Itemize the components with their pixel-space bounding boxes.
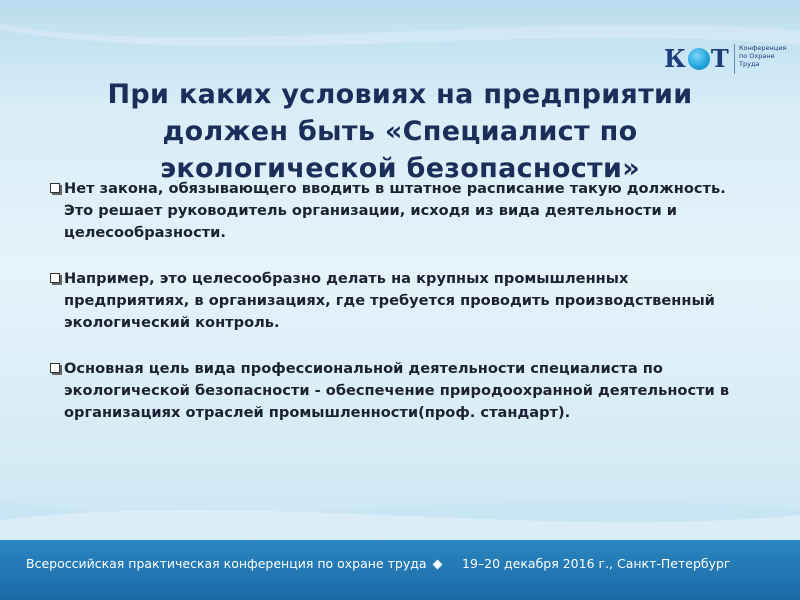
- bottom-wave-decoration: [0, 480, 800, 540]
- footer-date-location: 19–20 декабря 2016 г., Санкт-Петербург: [462, 556, 731, 571]
- checkbox-bullet-icon: [50, 363, 60, 373]
- checkbox-bullet-icon: [50, 273, 60, 283]
- slide-title: При каких условиях на предприятии должен быть «Специалист по экологической безопасности»: [107, 79, 693, 184]
- footer-conference-name: Всероссийская практическая конференция по охране труда: [26, 556, 427, 571]
- bullet-text: Основная цель вида профессиональной деятельности специалиста по экологической безопасности - обеспечение природоохранной деятельности в организациях отраслей промышленности(проф. стандарт).: [64, 360, 730, 421]
- logo-wordmark: [664, 44, 730, 73]
- checkbox-bullet-icon: [50, 183, 60, 193]
- footer-bar: [0, 540, 800, 600]
- diamond-separator-icon: [433, 560, 443, 570]
- bullet-text: Например, это целесообразно делать на крупных промышленных предприятиях, в организациях, где требуется проводить производственный экологический контроль.: [64, 270, 715, 331]
- logo-caption-line3: Труда: [739, 60, 760, 68]
- logo-caption-line1: Конференция: [739, 44, 787, 52]
- bullet-text: Нет закона, обязывающего вводить в штатное расписание такую должность. Это решает руководитель организации, исходя из вида деятельности и целесообразности.: [64, 180, 726, 241]
- logo-caption: [739, 44, 786, 68]
- bullet-list: [48, 178, 748, 448]
- bullet-item: [48, 358, 748, 424]
- logo-globe-icon: [688, 48, 710, 70]
- logo-letter-t: Т: [710, 44, 730, 73]
- logo-letter-k: К: [664, 44, 687, 73]
- logo-caption-line2: по Охране: [739, 52, 775, 60]
- conference-logo: [664, 42, 787, 78]
- bullet-item: [48, 178, 748, 244]
- logo-divider: [734, 44, 735, 74]
- bullet-item: [48, 268, 748, 334]
